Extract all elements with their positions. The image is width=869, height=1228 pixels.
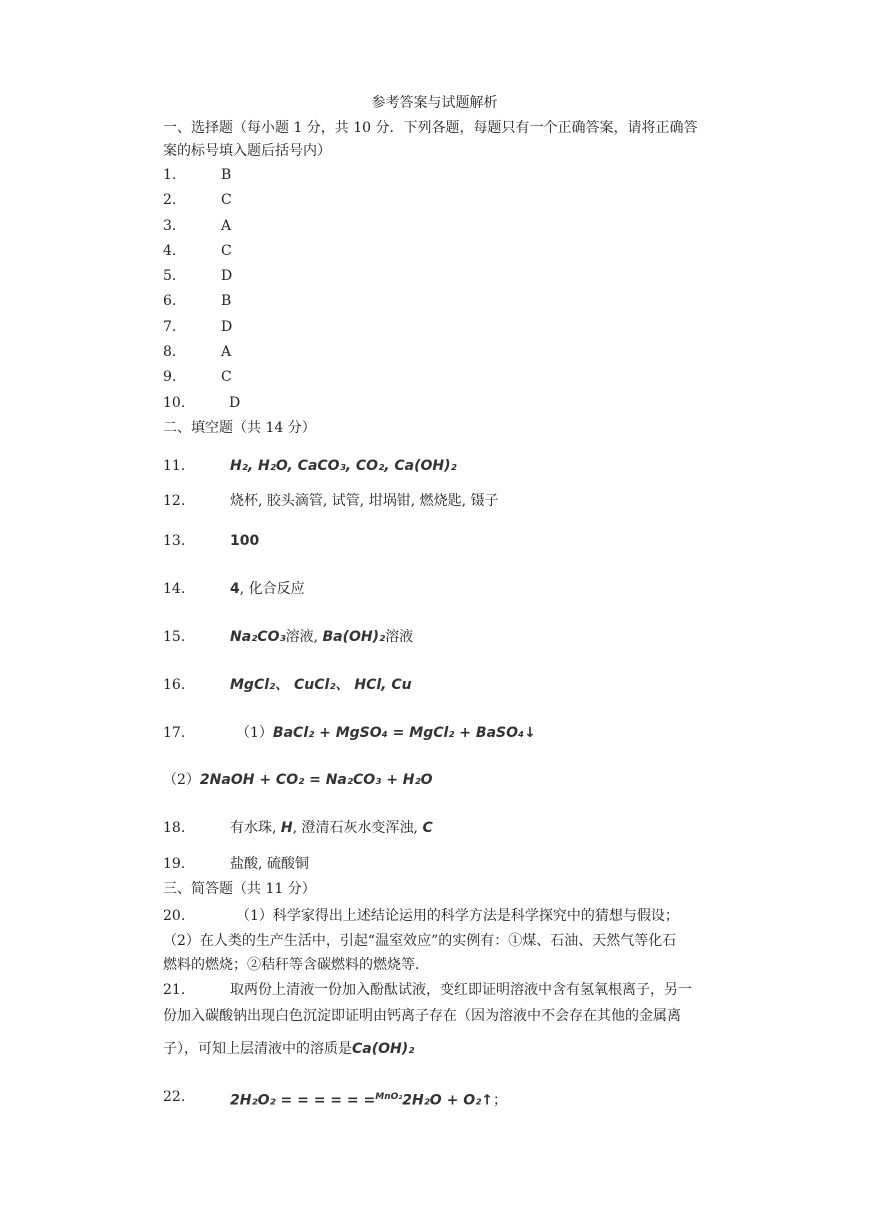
- catalyst: MnO₂: [375, 1092, 403, 1102]
- formula: Na₂CO₃: [230, 629, 286, 645]
- item-answer: C: [221, 192, 232, 208]
- item-number: 10.: [163, 395, 186, 411]
- formula: H: [280, 820, 293, 836]
- part-label: （2）: [163, 772, 200, 788]
- item-number: 2.: [163, 192, 177, 208]
- item-number: 7.: [163, 319, 177, 335]
- answer-text: 子），可知上层清液中的溶质是: [163, 1041, 352, 1057]
- question-number: 19.: [163, 856, 186, 872]
- answer-text: , 化合反应: [239, 581, 305, 597]
- formula: BaCl₂ + MgSO₄ = MgCl₂ + BaSO₄↓: [272, 725, 536, 741]
- question-number: 21.: [163, 982, 186, 998]
- question-number: 18.: [163, 820, 186, 836]
- item-answer: A: [221, 344, 232, 360]
- answer-text: 溶液: [385, 629, 414, 645]
- question-number: 22.: [163, 1089, 186, 1105]
- item-number: 8.: [163, 344, 177, 360]
- item-answer: D: [229, 395, 241, 411]
- item-answer: B: [221, 293, 232, 309]
- question-number: 17.: [163, 725, 186, 741]
- item-number: 9.: [163, 369, 177, 385]
- page-title: 参考答案与试题解析: [371, 95, 498, 111]
- part-label: （1）: [236, 725, 273, 741]
- item-number: 4.: [163, 243, 177, 259]
- formula: Ca(OH)₂: [352, 1041, 415, 1057]
- question-number: 15.: [163, 629, 186, 645]
- item-answer: C: [221, 243, 232, 259]
- question-number: 14.: [163, 581, 186, 597]
- question-number: 11.: [163, 458, 186, 474]
- answer-text: （1）科学家得出上述结论运用的科学方法是科学探究中的猜想与假设；: [236, 908, 679, 924]
- formula: 2H₂O + O₂↑: [402, 1092, 493, 1109]
- formula: 100: [230, 533, 260, 549]
- question-number: 13.: [163, 533, 186, 549]
- answer-text: 取两份上清液一份加入酚酞试液，变红即证明溶液中含有氢氧根离子，另一: [230, 982, 692, 998]
- item-number: 6.: [163, 293, 177, 309]
- item-answer: D: [221, 319, 233, 335]
- section1-heading-line2: 案的标号填入题后括号内）: [163, 143, 331, 159]
- item-answer: C: [221, 369, 232, 385]
- question-number: 12.: [163, 493, 186, 509]
- formula: 2NaOH + CO₂ = Na₂CO₃ + H₂O: [199, 772, 433, 788]
- answer-text: 有水珠,: [230, 820, 281, 836]
- answer-text: 烧杯, 胶头滴管, 试管, 坩埚钳, 燃烧匙, 镊子: [230, 493, 499, 509]
- question-number: 16.: [163, 677, 186, 693]
- item-answer: B: [221, 167, 232, 183]
- answer-text: , 澄清石灰水变浑浊,: [292, 820, 423, 836]
- item-number: 5.: [163, 268, 177, 284]
- item-number: 1.: [163, 167, 177, 183]
- question-20-line3: 燃料的燃烧；②秸秆等含碳燃料的燃烧等．: [163, 957, 429, 973]
- question-20-line2: （2）在人类的生产生活中，引起“温室效应”的实例有：①煤、石油、天然气等化石: [163, 933, 677, 949]
- section3-heading: 三、简答题（共 11 分）: [163, 881, 316, 897]
- question-number: 20.: [163, 908, 186, 924]
- formula: MgCl₂、 CuCl₂、 HCl, Cu: [230, 677, 412, 693]
- question-21-line3: [163, 1040, 869, 1058]
- formula: C: [422, 820, 433, 836]
- question-21-line2: 份加入碳酸钠出现白色沉淀即证明由钙离子存在（因为溶液中不会存在其他的金属离: [163, 1008, 681, 1024]
- answer-text: 盐酸, 硫酸铜: [230, 856, 309, 872]
- section1-heading-line1: 一、选择题（每小题 1 分，共 10 分．下列各题，每题只有一个正确答案，请将正确答: [163, 120, 698, 136]
- item-number: 3.: [163, 218, 177, 234]
- section2-heading: 二、填空题（共 14 分）: [163, 420, 316, 436]
- formula: Ba(OH)₂: [322, 629, 386, 645]
- answer-text: 溶液,: [285, 629, 323, 645]
- formula: H₂, H₂O, CaCO₃, CO₂, Ca(OH)₂: [230, 458, 457, 474]
- answer-text: ；: [492, 1092, 507, 1109]
- formula: 4: [230, 581, 240, 597]
- item-answer: A: [221, 218, 232, 234]
- item-answer: D: [221, 268, 233, 284]
- formula: 2H₂O₂ = = = = = =: [230, 1092, 376, 1109]
